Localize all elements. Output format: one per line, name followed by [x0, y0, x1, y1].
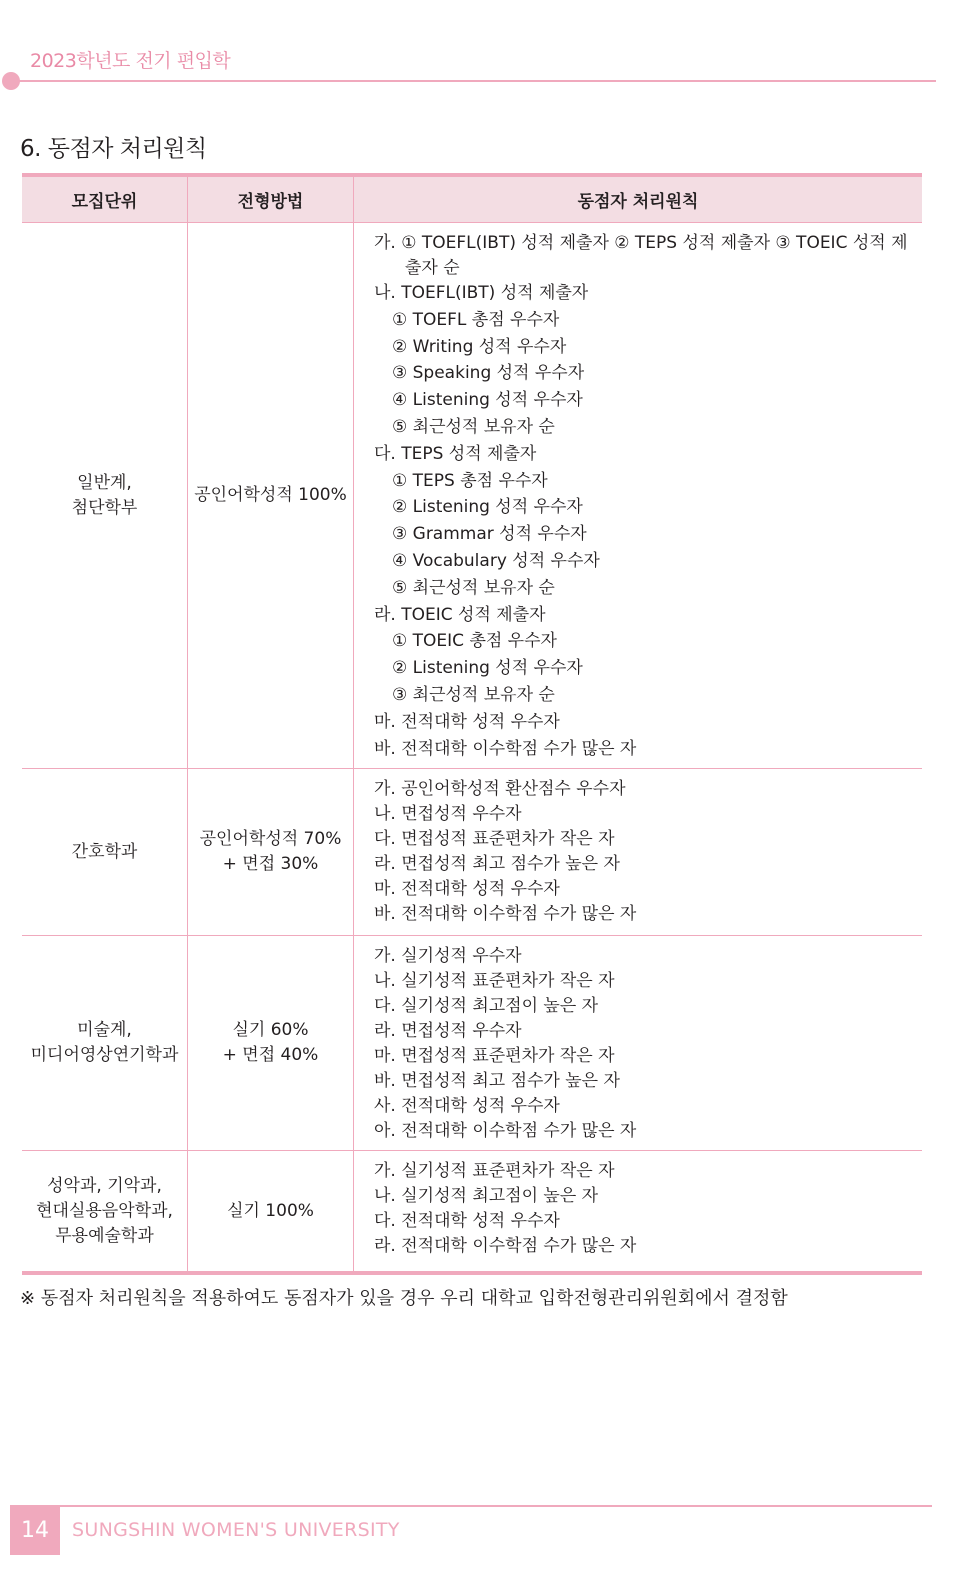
rule-subitem: ② Listening 성적 우수자	[392, 658, 583, 679]
rule-subitem: ① TEPS 총점 우수자	[392, 470, 548, 491]
rule-item: 가. 실기성적 우수자	[374, 946, 522, 967]
method-line: + 면접 40%	[222, 1045, 319, 1066]
rule-item: 마. 면접성적 표준편차가 작은 자	[374, 1046, 615, 1067]
method-line: 실기 60%	[232, 1020, 309, 1041]
rule-item: 바. 면접성적 최고 점수가 높은 자	[374, 1071, 620, 1092]
method-cell	[188, 1151, 354, 1273]
rules-cell	[354, 769, 923, 936]
unit-line: 현대실용음악학과,	[36, 1200, 173, 1221]
rule-item: 라. 면접성적 우수자	[374, 1021, 522, 1042]
rule-item: 가. ① TOEFL(IBT) 성적 제출자 ② TEPS 성적 제출자 ③ TOEIC 성적 제출자 순	[374, 233, 908, 278]
column-header-method: 전형방법	[188, 175, 354, 223]
method-line: + 면접 30%	[222, 854, 319, 875]
table-row	[22, 769, 922, 936]
rule-item: 나. TOEFL(IBT) 성적 제출자	[374, 283, 589, 303]
rule-item: 사. 전적대학 성적 우수자	[374, 1096, 560, 1117]
method-line: 공인어학성적 100%	[194, 485, 347, 506]
tie-breaking-rules-table	[22, 173, 922, 1275]
rule-item: 라. 전적대학 이수학점 수가 많은 자	[374, 1236, 637, 1257]
rule-subitem: ④ Listening 성적 우수자	[392, 390, 583, 411]
unit-line: 성악과, 기악과,	[47, 1175, 162, 1196]
rule-item: 라. TOEIC 성적 제출자	[374, 604, 546, 625]
rule-item: 가. 공인어학성적 환산점수 우수자	[374, 779, 626, 800]
unit-cell	[22, 936, 188, 1151]
unit-cell	[22, 223, 188, 769]
unit-line: 미술계,	[77, 1020, 132, 1041]
method-line: 공인어학성적 70%	[199, 829, 342, 850]
rule-item: 아. 전적대학 이수학점 수가 많은 자	[374, 1121, 637, 1142]
method-cell	[188, 769, 354, 936]
rule-item: 나. 면접성적 우수자	[374, 804, 522, 825]
footnote: ※ 동점자 처리원칙을 적용하여도 동점자가 있을 경우 우리 대학교 입학전형관리위원회에서 결정함	[20, 1288, 788, 1309]
rule-subitem: ④ Vocabulary 성적 우수자	[392, 550, 600, 571]
rules-cell	[354, 223, 923, 769]
column-header-unit: 모집단위	[22, 175, 188, 223]
table-header-row	[22, 175, 922, 223]
rule-subitem: ② Listening 성적 우수자	[392, 497, 583, 518]
rule-subitem: ③ Speaking 성적 우수자	[392, 363, 585, 384]
rule-item: 다. TEPS 성적 제출자	[374, 443, 537, 464]
unit-cell	[22, 1151, 188, 1273]
method-line: 실기 100%	[227, 1200, 314, 1221]
rule-subitem: ③ 최근성적 보유자 순	[392, 684, 555, 705]
rule-subitem: ③ Grammar 성적 우수자	[392, 524, 587, 545]
rule-subitem: ② Writing 성적 우수자	[392, 336, 567, 357]
rule-item: 마. 전적대학 성적 우수자	[374, 879, 560, 900]
unit-line: 첨단학부	[71, 497, 138, 518]
rule-item: 다. 실기성적 최고점이 높은 자	[374, 996, 599, 1017]
unit-cell	[22, 769, 188, 936]
rule-subitem: ⑤ 최근성적 보유자 순	[392, 577, 555, 598]
unit-line: 무용예술학과	[55, 1225, 154, 1246]
table-row	[22, 1151, 922, 1273]
header-divider	[10, 80, 936, 82]
university-name: SUNGSHIN WOMEN'S UNIVERSITY	[72, 1519, 400, 1541]
rule-item: 바. 전적대학 이수학점 수가 많은 자	[374, 904, 637, 925]
header-title: 2023학년도 전기 편입학	[30, 50, 231, 72]
section-title: 6. 동점자 처리원칙	[20, 136, 207, 162]
unit-line: 일반계,	[77, 472, 132, 493]
method-cell	[188, 936, 354, 1151]
rule-subitem: ① TOEIC 총점 우수자	[392, 631, 557, 652]
rule-item: 나. 실기성적 최고점이 높은 자	[374, 1186, 599, 1207]
rule-item: 라. 면접성적 최고 점수가 높은 자	[374, 854, 620, 875]
table-row	[22, 936, 922, 1151]
rule-item: 나. 실기성적 표준편차가 작은 자	[374, 971, 615, 992]
rules-cell	[354, 936, 923, 1151]
rule-item: 가. 실기성적 표준편차가 작은 자	[374, 1161, 615, 1182]
column-header-rules: 동점자 처리원칙	[354, 175, 923, 223]
rules-cell	[354, 1151, 923, 1273]
rule-item: 다. 면접성적 표준편차가 작은 자	[374, 829, 615, 850]
rule-item: 마. 전적대학 성적 우수자	[374, 711, 560, 732]
footer-divider	[10, 1505, 932, 1507]
method-cell	[188, 223, 354, 769]
rule-item: 바. 전적대학 이수학점 수가 많은 자	[374, 738, 637, 759]
rule-item: 다. 전적대학 성적 우수자	[374, 1211, 560, 1232]
table-row	[22, 223, 922, 769]
rule-subitem: ⑤ 최근성적 보유자 순	[392, 416, 555, 437]
unit-line: 간호학과	[71, 841, 138, 862]
rule-subitem: ① TOEFL 총점 우수자	[392, 309, 560, 330]
page-number: 14	[10, 1507, 60, 1555]
unit-line: 미디어영상연기학과	[30, 1045, 179, 1066]
